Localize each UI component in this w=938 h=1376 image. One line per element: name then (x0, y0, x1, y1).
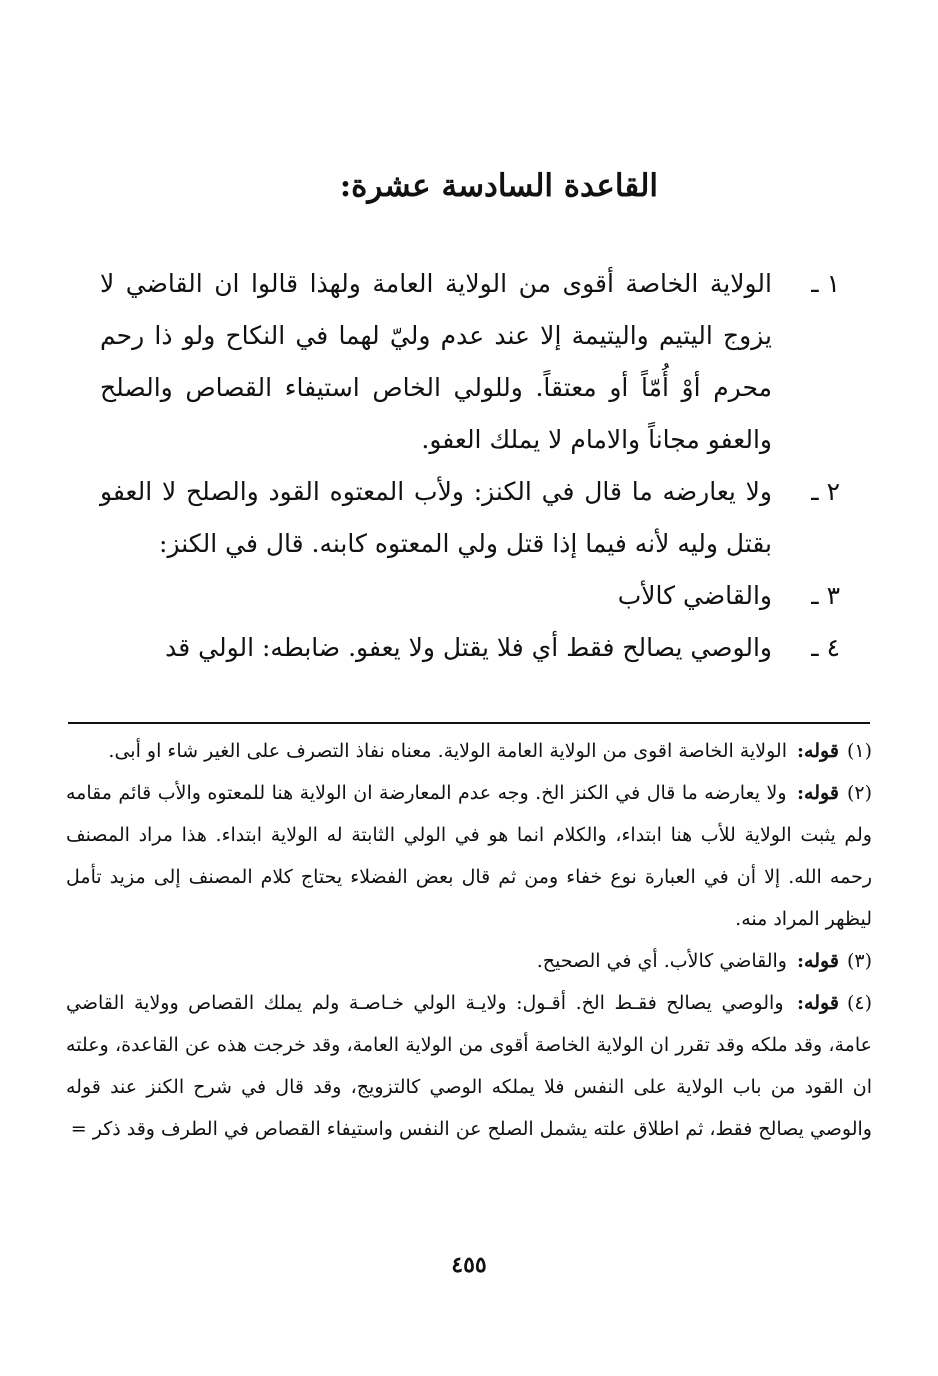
footnote-keyword: قوله: (797, 782, 839, 804)
rule-number: ٤ ـ (811, 633, 840, 662)
footnote-text: والوصي يصالح فقـط الخ. أقـول: ولايـة الولي خـاصـة ولم يملك القصاص وولاية القاضي عامة، وقد ملكه وقد تقرر ان الولاية الخاصة أقوى من الولاية العامة، وقد خرجت هذه عن القاعدة، وعلته ان القود من باب الولاية على النفس فلا يملكه الوصي كالتزويج، وقد قال في شرح الكنز عند قوله والوصي يصالح فقط، ثم اطلاق علته يشمل الصلح عن النفس واستيفاء القصاص في الطرف وقد ذكر = (66, 992, 872, 1140)
rule-number: ١ ـ (811, 269, 840, 298)
rule-number: ٢ ـ (811, 477, 840, 506)
section-title: القاعدة السادسة عشرة: (339, 168, 658, 204)
footnote-text: والقاضي كالأب. أي في الصحيح. (536, 950, 787, 972)
rule-text: ولا يعارضه ما قال في الكنز: ولأب المعتوه القود والصلح لا العفو بقتل وليه لأنه فيما إذا قتل ولي المعتوه كابنه. قال في الكنز: (100, 477, 772, 558)
footnote-keyword: قوله: (797, 740, 839, 762)
footnote-text: الولاية الخاصة اقوى من الولاية العامة الولاية. معناه نفاذ التصرف على الغير شاء او أبى. (108, 740, 787, 762)
rule-item-3 (100, 570, 840, 622)
footnote-keyword: قوله: (797, 950, 839, 972)
footnote-1 (66, 730, 872, 772)
page-number: ٤٥٥ (451, 1252, 487, 1278)
footnote-number: (٣) (846, 950, 872, 972)
rule-text: والقاضي كالأب (617, 581, 772, 610)
rule-text: الولاية الخاصة أقوى من الولاية العامة ولهذا قالوا ان القاضي لا يزوج اليتيم واليتيمة إلا عند عدم وليّ لهما في النكاح ولو ذا رحم محرم أوْ أُمّاً أو معتقاً. وللولي الخاص استيفاء القصاص والصلح والعفو مجاناً والامام لا يملك العفو. (100, 269, 772, 454)
rule-item-1 (100, 258, 840, 466)
footnote-3 (66, 940, 872, 982)
footnote-4 (66, 982, 872, 1150)
footnote-number: (٢) (846, 782, 872, 804)
footnotes (66, 730, 872, 1150)
footnote-number: (١) (846, 740, 872, 762)
rule-item-4 (100, 622, 840, 674)
rule-number: ٣ ـ (811, 581, 840, 610)
rule-text: والوصي يصالح فقط أي فلا يقتل ولا يعفو. ضابطه: الولي قد (165, 633, 772, 662)
footnote-separator (68, 722, 870, 724)
footnote-2 (66, 772, 872, 940)
footnote-keyword: قوله: (797, 992, 839, 1014)
rule-item-2 (100, 466, 840, 570)
rules-list (100, 258, 840, 674)
footnote-text: ولا يعارضه ما قال في الكنز الخ. وجه عدم المعارضة ان الولاية هنا للمعتوه والأب قائم مقامه ولم يثبت الولاية للأب هنا ابتداء، والكلام انما هو في الولي الثابتة له الولاية ابتداء. هذا مراد المصنف رحمه الله. إلا أن في العبارة نوع خفاء ومن ثم قال بعض الفضلاء يحتاج كلام المصنف إلى مزيد تأمل ليظهر المراد منه. (66, 782, 872, 930)
footnote-number: (٤) (846, 992, 872, 1014)
